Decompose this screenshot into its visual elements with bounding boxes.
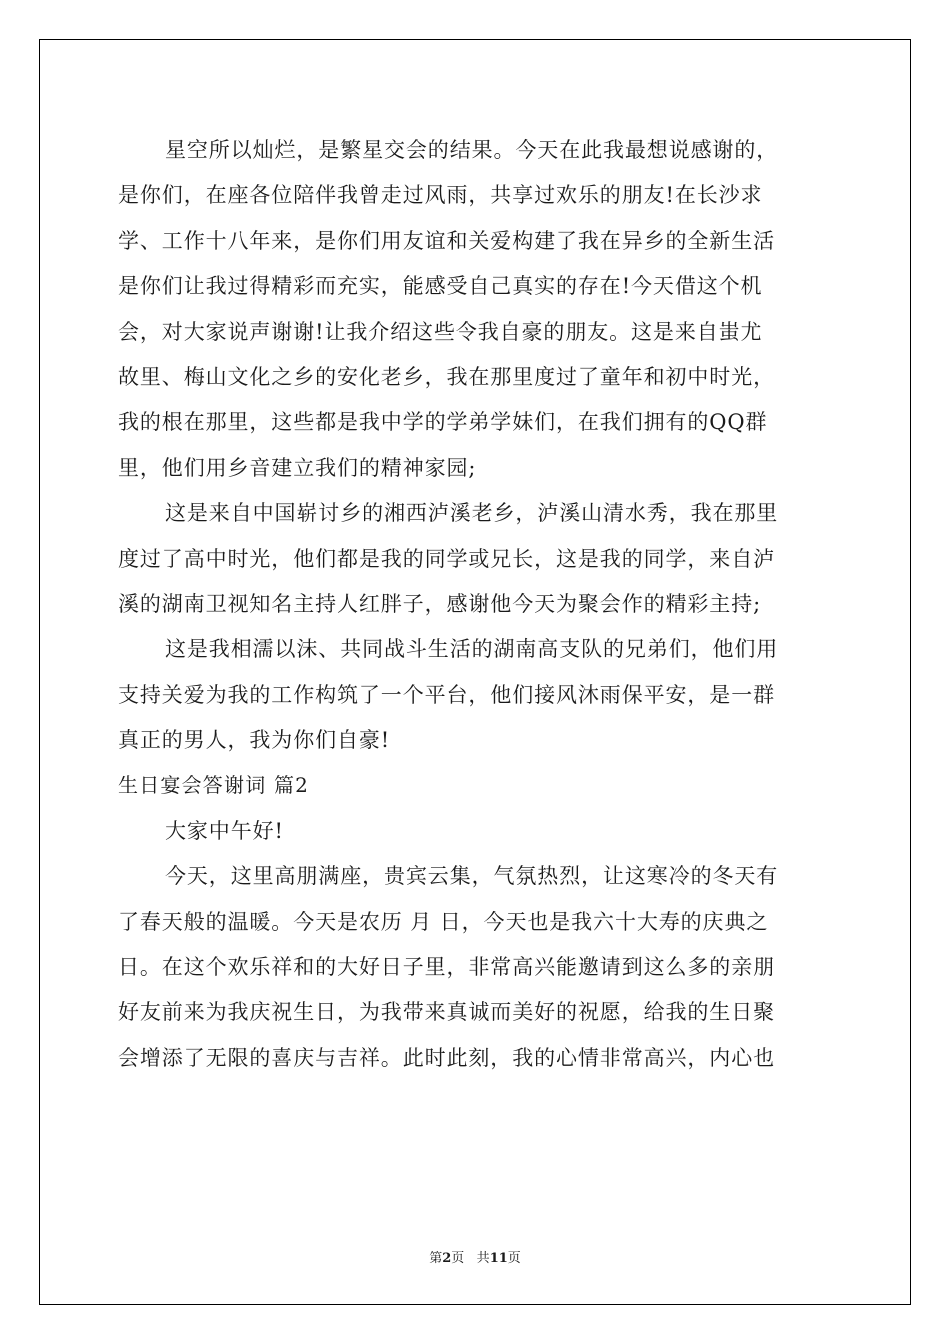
text-line: 会，对大家说声谢谢!让我介绍这些令我自豪的朋友。这是来自蚩尤 (118, 319, 763, 344)
document-body (118, 128, 832, 1081)
text-line: 支持关爱为我的工作构筑了一个平台，他们接风沐雨保平安，是一群 (118, 682, 775, 707)
text-line: 学、工作十八年来，是你们用友谊和关爱构建了我在异乡的全新生活 (118, 228, 775, 253)
text-line: 这是我相濡以沫、共同战斗生活的湖南高支队的兄弟们，他们用 (165, 637, 779, 662)
text-line: 是你们让我过得精彩而充实，能感受自己真实的存在!今天借这个机 (118, 274, 763, 299)
text-line: 了春天般的温暖。今天是农历 月 日，今天也是我六十大寿的庆典之 (118, 909, 769, 934)
text-line: 好友前来为我庆祝生日，为我带来真诚而美好的祝愿，给我的生日聚 (118, 1000, 775, 1025)
text-line: 大家中午好! (165, 818, 284, 843)
text-line: 今天，这里高朋满座，贵宾云集，气氛热烈，让这寒冷的冬天有 (165, 864, 779, 889)
text-line: 故里、梅山文化之乡的安化老乡，我在那里度过了童年和初中时光， (118, 364, 775, 389)
paragraph-2 (118, 491, 832, 627)
total-prefix: 共 (476, 1251, 490, 1266)
total-pages: 11 (489, 1251, 508, 1266)
text-line: 真正的男人，我为你们自豪! (118, 728, 391, 753)
page-footer (0, 1247, 950, 1266)
text-line: 这是来自中国崭讨乡的湘西泸溪老乡，泸溪山清水秀，我在那里 (165, 501, 779, 526)
total-suffix: 页 (507, 1251, 521, 1266)
paragraph-3 (118, 627, 832, 763)
page-prefix: 第 (429, 1251, 443, 1266)
section-heading: 生日宴会答谢词 篇2 (118, 773, 310, 798)
paragraph-5 (118, 854, 832, 1081)
text-line: 我的根在那里，这些都是我中学的学弟学妹们，在我们拥有的QQ群 (118, 410, 768, 435)
text-line: 是你们，在座各位陪伴我曾走过风雨，共享过欢乐的朋友!在长沙求 (118, 183, 763, 208)
text-line: 星空所以灿烂，是繁星交会的结果。今天在此我最想说感谢的， (165, 138, 779, 162)
text-line: 会增添了无限的喜庆与吉祥。此时此刻，我的心情非常高兴，内心也 (118, 1045, 775, 1070)
paragraph-1 (118, 128, 832, 491)
text-line: 日。在这个欢乐祥和的大好日子里，非常高兴能邀请到这么多的亲朋 (118, 955, 775, 980)
text-line: 度过了高中时光，他们都是我的同学或兄长，这是我的同学，来自泸 (118, 546, 775, 571)
page-number: 2 (442, 1251, 452, 1266)
text-line: 里，他们用乡音建立我们的精神家园; (118, 455, 477, 480)
text-line: 溪的湖南卫视知名主持人红胖子，感谢他今天为聚会作的精彩主持; (118, 591, 762, 616)
page-suffix: 页 (451, 1251, 465, 1266)
paragraph-greeting (118, 809, 832, 854)
